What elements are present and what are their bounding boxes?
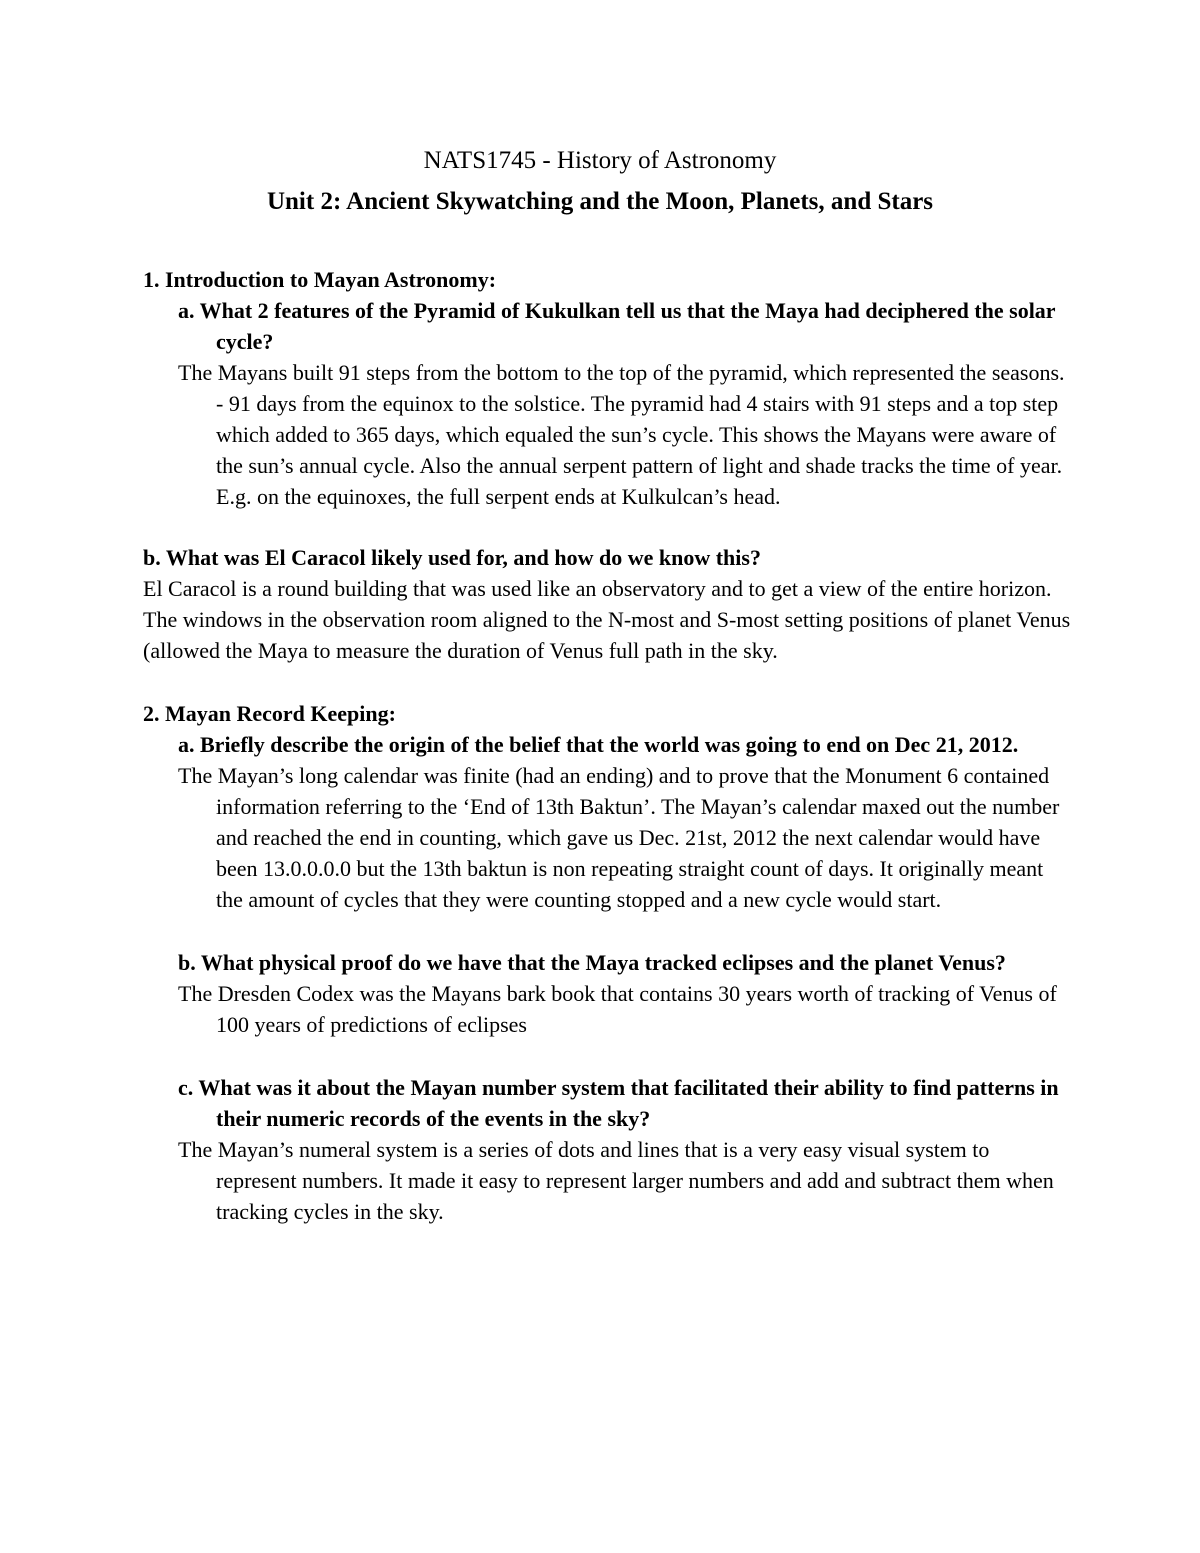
document-content xyxy=(143,264,1073,1227)
section-mayan-astronomy xyxy=(143,264,1073,666)
section-heading: 2. Mayan Record Keeping: xyxy=(143,701,396,726)
question-block xyxy=(178,947,1073,1040)
question-text: b. What was El Caracol likely used for, and how do we know this? xyxy=(143,545,761,570)
answer-text: The Mayan’s numeral system is a series of dots and lines that is a very easy visual system to represent numbers. It made it easy to represent larger numbers and add and subtract them when tracking cycles in the sky. xyxy=(178,1137,1054,1224)
question-text: a. What 2 features of the Pyramid of Kukulkan tell us that the Maya had deciphered the solar cycle? xyxy=(178,298,1056,354)
section-heading: 1. Introduction to Mayan Astronomy: xyxy=(143,267,497,292)
answer-text: The Dresden Codex was the Mayans bark book that contains 30 years worth of tracking of Venus of 100 years of predictions of eclipses xyxy=(178,981,1057,1037)
question-block xyxy=(143,542,1073,666)
answer-text: El Caracol is a round building that was used like an observatory and to get a view of the entire horizon. The windows in the observation room aligned to the N-most and S-most setting positions of planet Venus (allowed the Maya to measure the duration of Venus full path in the sky. xyxy=(143,576,1071,663)
question-block xyxy=(178,1072,1073,1227)
question-text: b. What physical proof do we have that the Maya tracked eclipses and the planet Venus? xyxy=(178,950,1006,975)
title-block xyxy=(0,140,1200,222)
answer-text: The Mayan’s long calendar was finite (had an ending) and to prove that the Monument 6 contained information referring to the ‘End of 13th Baktun’. The Mayan’s calendar maxed out the number and reached the end in counting, which gave us Dec. 21st, 2012 the next calendar would have been 13.0.0.0.0 but the 13th baktun is non repeating straight count of days. It originally meant the amount of cycles that they were counting stopped and a new cycle would start. xyxy=(178,763,1060,912)
document-title: NATS1745 - History of Astronomy xyxy=(423,147,777,174)
question-block xyxy=(178,295,1073,512)
section-mayan-record-keeping xyxy=(143,698,1073,1227)
document-subtitle: Unit 2: Ancient Skywatching and the Moon, Planets, and Stars xyxy=(266,188,934,215)
question-text: a. Briefly describe the origin of the belief that the world was going to end on Dec 21, 2012. xyxy=(178,732,1019,757)
question-text: c. What was it about the Mayan number system that facilitated their ability to find patterns in their numeric records of the events in the sky? xyxy=(178,1075,1059,1131)
question-block xyxy=(178,729,1073,915)
answer-text: The Mayans built 91 steps from the bottom to the top of the pyramid, which represented the seasons. - 91 days from the equinox to the solstice. The pyramid had 4 stairs with 91 steps and a top step which added to 365 days, which equaled the sun’s cycle. This shows the Mayans were aware of the sun’s annual cycle. Also the annual serpent pattern of light and shade tracks the time of year. E.g. on the equinoxes, the full serpent ends at Kulkulcan’s head. xyxy=(178,360,1065,509)
